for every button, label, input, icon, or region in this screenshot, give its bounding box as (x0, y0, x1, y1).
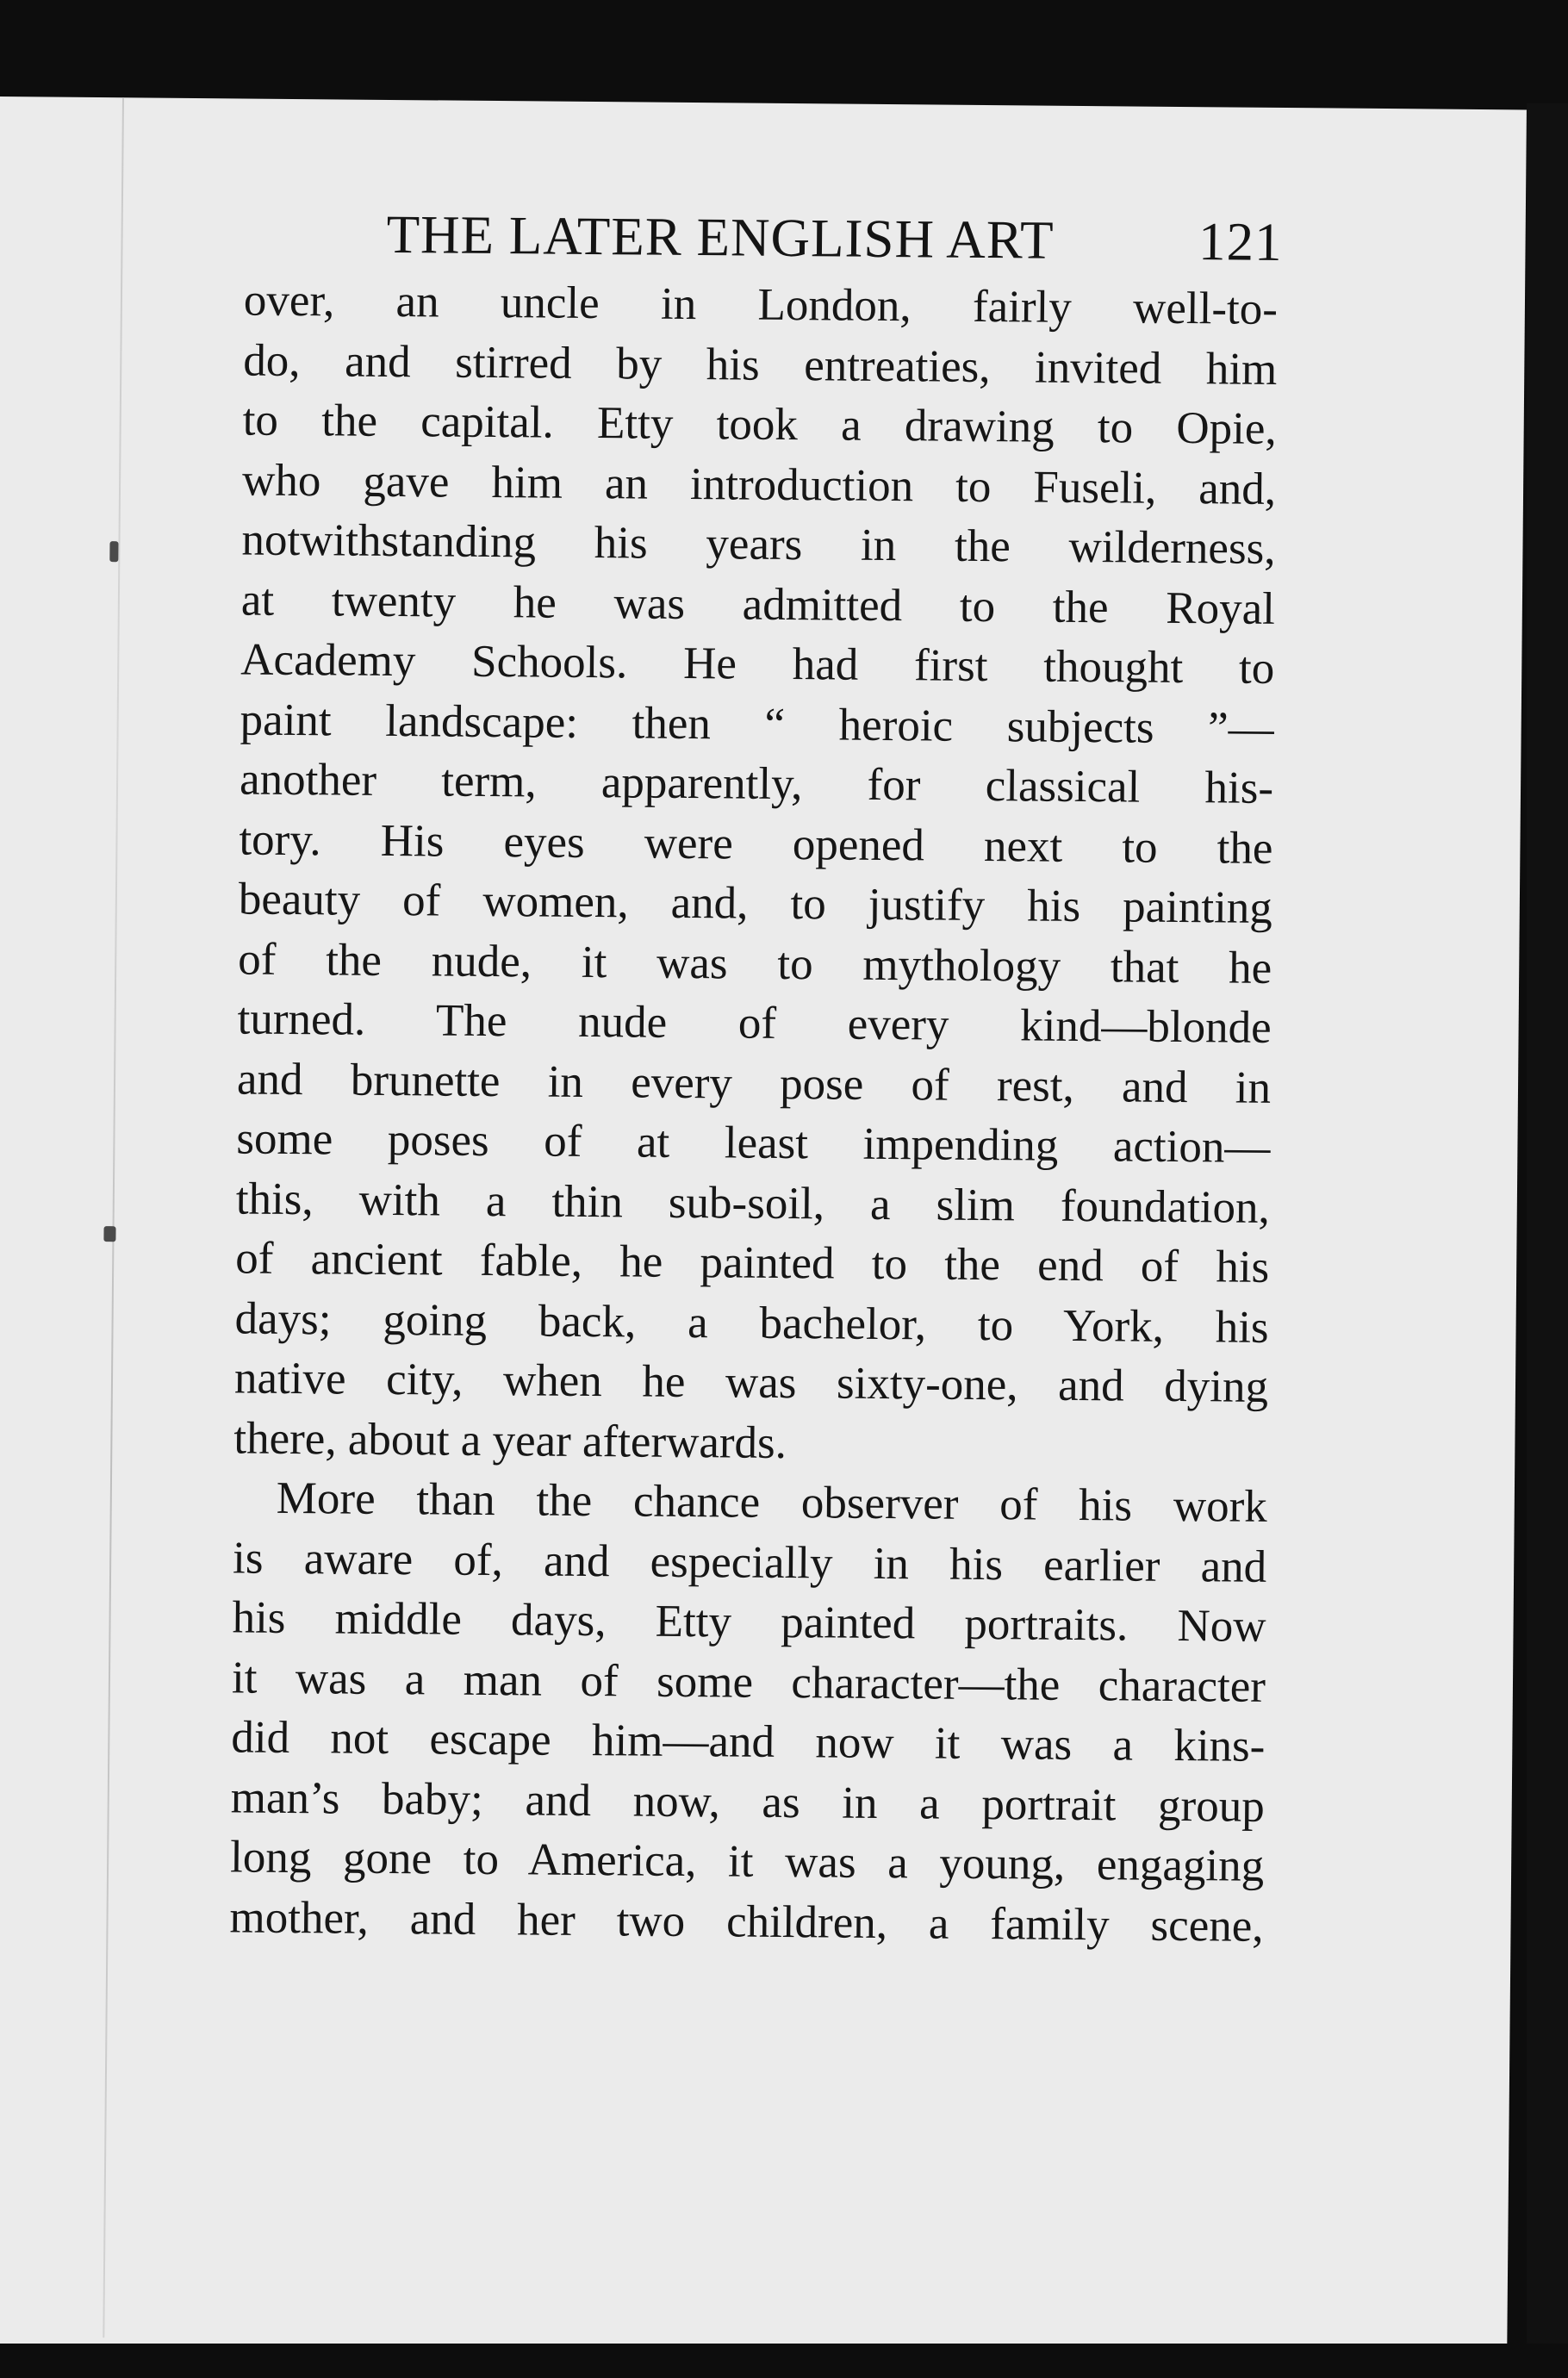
paragraph (233, 271, 1278, 1477)
gutter-mark (109, 541, 118, 562)
gutter-mark (103, 1226, 115, 1242)
text-line: days; going back, a bachelor, to York, his (234, 1292, 1269, 1353)
text-line: man’s baby; and now, as in a portrait group (230, 1771, 1265, 1832)
text-line: native city, when he was sixty-one, and dying (233, 1353, 1269, 1412)
body-text (229, 271, 1278, 1956)
page-edge-shadow (1527, 103, 1568, 2378)
text-line: is aware of, and especially in his earlier and (232, 1532, 1267, 1592)
text-line: Academy Schools. He had first thought to (240, 634, 1275, 694)
text-line: this, with a thin sub-soil, a slim foundation, (235, 1173, 1271, 1233)
text-line: there, about a year afterwards. (233, 1412, 787, 1468)
text-line: mother, and her two children, a family scene, (229, 1891, 1264, 1952)
text-line: another term, apparently, for classical his- (239, 754, 1274, 813)
text-line: over, an uncle in London, fairly well-to- (243, 275, 1279, 334)
scan-border-bottom (0, 2344, 1568, 2378)
text-line: paint landscape: then “ heroic subjects ”— (240, 694, 1274, 754)
text-line: beauty of women, and, to justify his painting (238, 874, 1273, 933)
text-line: at twenty he was admitted to the Royal (240, 574, 1276, 634)
text-line: and brunette in every pose of rest, and in (236, 1053, 1272, 1113)
text-line: More than the chance observer of his work (276, 1472, 1268, 1532)
text-line: to the capital. Etty took a drawing to Opie, (242, 395, 1277, 454)
text-line: did not escape him—and now it was a kins- (231, 1712, 1266, 1771)
text-line: who gave him an introduction to Fuseli, and, (241, 454, 1277, 514)
text-line: his middle days, Etty painted portraits. Now (232, 1592, 1266, 1652)
paragraph (229, 1468, 1267, 1956)
page-number: 121 (1198, 211, 1283, 272)
text-line: it was a man of some character—the character (231, 1652, 1266, 1712)
text-line: of the nude, it was to mythology that he (238, 933, 1272, 993)
text-line: of ancient fable, he painted to the end of his (234, 1233, 1270, 1292)
text-line: some poses of at least impending action— (236, 1113, 1271, 1173)
text-line: long gone to America, it was a young, engaging (229, 1832, 1265, 1891)
gutter-edge (103, 97, 124, 2338)
text-line: turned. The nude of every kind—blonde (237, 993, 1272, 1053)
text-line: do, and stirred by his entreaties, invited him (243, 334, 1278, 395)
text-line: tory. His eyes were opened next to the (239, 813, 1273, 874)
running-head (386, 203, 1283, 274)
book-page (0, 96, 1527, 2365)
running-head-title: THE LATER ENGLISH ART (386, 203, 1055, 271)
text-line: notwithstanding his years in the wilderness, (241, 514, 1276, 574)
